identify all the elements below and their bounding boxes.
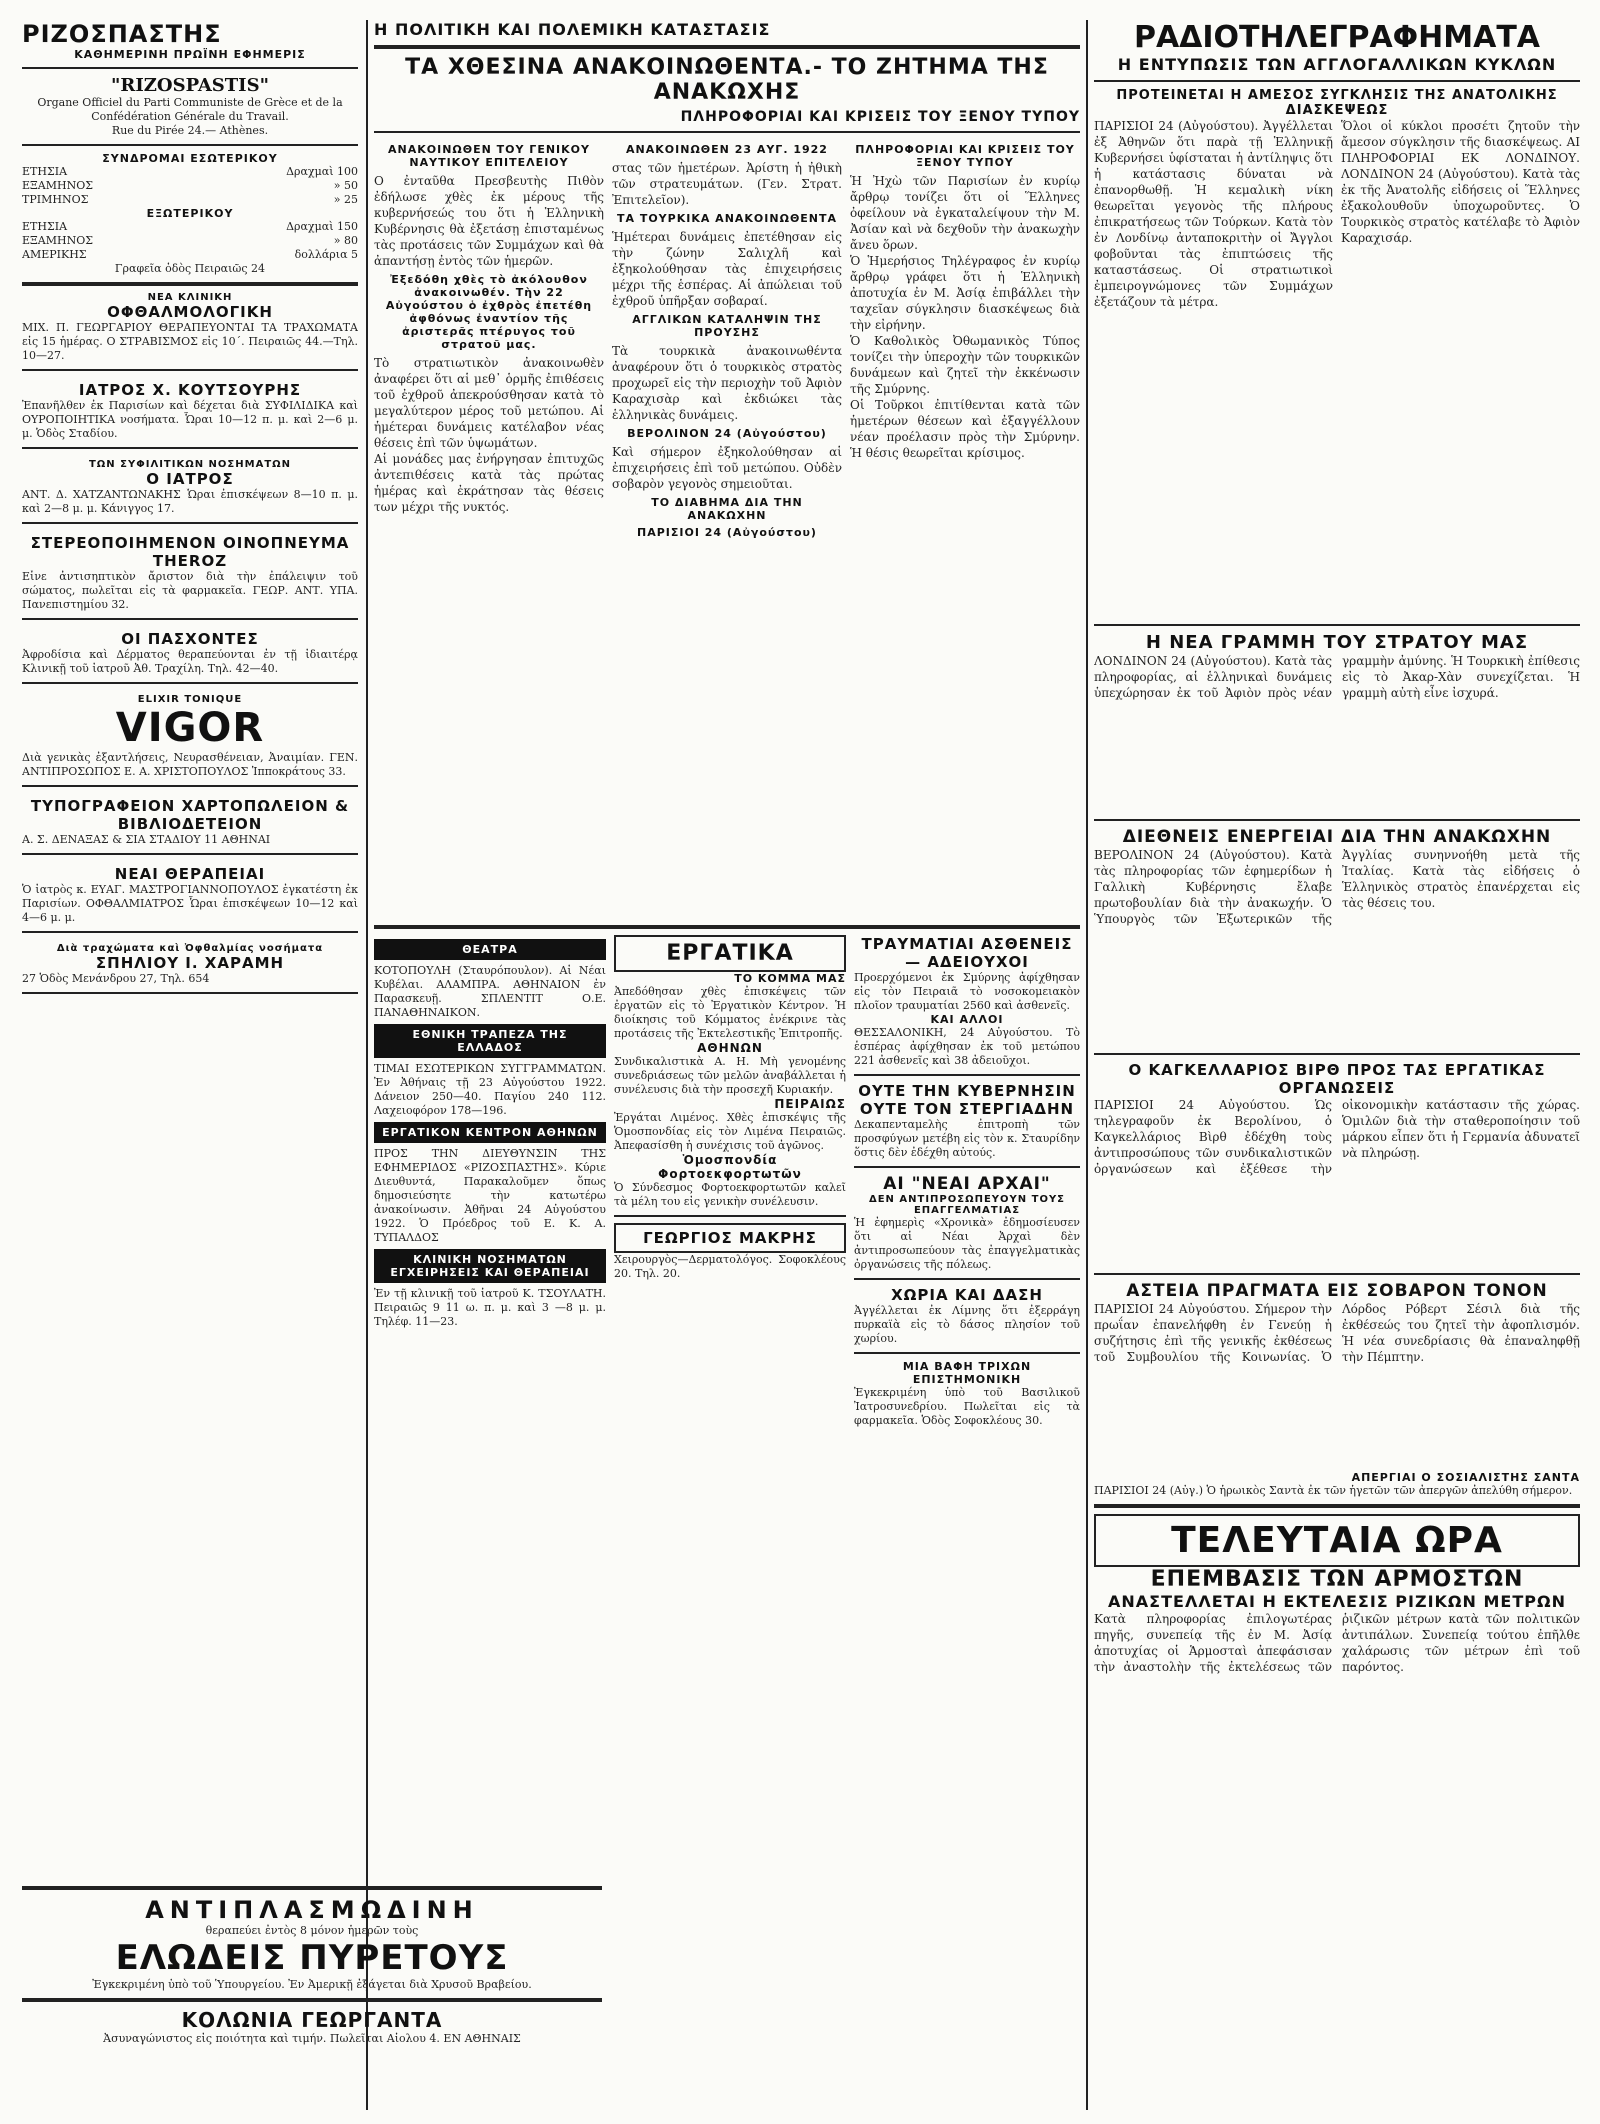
left-ad-text: Ἀφροδίσια καὶ Δέρματος θεραπεύονται ἐν τῇ ἰδιαιτέρᾳ Κλινικῇ τοῦ ἰατροῦ Ἀθ. Τραχίλη. Τηλ. 42—40. — [22, 648, 358, 675]
teleutaia-title: ΤΕΛΕΥΤΑΙΑ ΩΡΑ — [1094, 1514, 1580, 1567]
ergatika-title: ΕΡΓΑΤΙΚΑ — [614, 935, 846, 972]
article-text: Τὸ στρατιωτικὸν ἀνακοινωθὲν ἀναφέρει ὅτι αἱ μεθ᾽ ὁρμῆς ἐπιθέσεις τοῦ ἐχθροῦ ἀπεκρούσθησαν κατὰ τὸ μεγαλύτερον μέρος τοῦ μετώπου. Αἱ ἡμέτεραι δυνάμεις κατέλαβον νέας θέσεις ἐπὶ τῶν ὑψωμάτων. — [374, 356, 604, 450]
center-headline: ΤΑ ΧΘΕΣΙΝΑ ΑΝΑΚΟΙΝΩΘΕΝΤΑ.- ΤΟ ΖΗΤΗΜΑ ΤΗΣ ΑΝΑΚΩΧΗΣ — [405, 55, 1049, 105]
left-ad-pre: ΝΕΑ ΚΛΙΝΙΚΗ — [147, 292, 233, 303]
subscription-label: ΕΤΗΣΙΑ — [22, 220, 68, 233]
subscription-label: ΕΤΗΣΙΑ — [22, 165, 68, 178]
office-address: Γραφεῖα ὁδὸς Πειραιῶς 24 — [114, 262, 266, 275]
left-ad — [22, 292, 358, 377]
subscription-price: δολλάρια 5 — [294, 248, 358, 261]
center-lower-left — [374, 935, 606, 1655]
center-article-column — [612, 139, 842, 919]
left-ad-title: Ο ΙΑΤΡΟΣ — [146, 470, 234, 488]
subscription-label: ΑΜΕΡΙΚΗΣ — [22, 248, 87, 261]
radio-sub2: ΠΡΟΤΕΙΝΕΤΑΙ Η ΑΜΕΣΟΣ ΣΥΓΚΛΗΣΙΣ ΤΗΣ ΑΝΑΤΟΛΙΚΗΣ ΔΙΑΣΚΕΨΕΩΣ — [1116, 88, 1558, 118]
left-ad-rule — [22, 522, 358, 524]
left-ad-title: ΣΠΗΛΙΟΥ Ι. ΧΑΡΑΜΗ — [95, 954, 285, 972]
subscription-row — [22, 179, 358, 193]
left-ads — [22, 292, 358, 1000]
diethneis-text: ΒΕΡΟΛΙΝΟΝ 24 (Αὐγούστου). Κατὰ τὰς πληροφορίας τῶν ἐφημερίδων ἡ Γαλλικὴ Κυβέρνησις ἔλαβε πρωτοβουλίαν διὰ τὴν ἀνακωχήν. Ὁ Ὑπουργὸς τῶν Ἐξωτερικῶν τῆς Ἀγγλίας συνηννοήθη μετὰ τῆς Ἰταλίας. Κατὰ τὰς εἰδήσεις ὁ Ἑλληνικὸς στρατὸς ἐπανέρχεται εἰς τὰς θέσεις του. — [1094, 848, 1580, 926]
notice-head: ΕΡΓΑΤΙΚΟΝ ΚΕΝΤΡΟΝ ΑΘΗΝΩΝ — [374, 1122, 606, 1143]
article-text: στας τῶν ἡμετέρων. Ἀρίστη ἡ ἠθικὴ τῶν στρατευμάτων. (Γεν. Στρατ. Ἐπιτελεῖον). — [612, 161, 842, 207]
subscriptions-foreign-header: ΕΞΩΤΕΡΙΚΟΥ — [146, 207, 234, 220]
radio-title: ΡΑΔΙΟΤΗΛΕΓΡΑΦΗΜΑΤΑ — [1133, 20, 1541, 55]
xoria-text: Ἀγγέλλεται ἐκ Λίμνης ὅτι ἐξερράγη πυρκαϊὰ εἰς τὸ δάσος πλησίον τοῦ χωρίου. — [854, 1304, 1080, 1345]
makris-text: Χειρουργὸς—Δερματολόγος. Σοφοκλέους 20. Τηλ. 20. — [614, 1253, 846, 1280]
center-article-column — [374, 139, 604, 919]
masthead-name: ΡΙΖΟΣΠΑΣΤΗΣ — [22, 20, 222, 48]
subscriptions-header: ΣΥΝΔΡΟΜΑΙ ΕΣΩΤΕΡΙΚΟΥ — [102, 152, 278, 165]
article-head: ΑΝΑΚΟΙΝΩΘΕΝ 23 ΑΥΓ. 1922 — [626, 143, 828, 156]
left-ad-title: ΣΤΕΡΕΟΠΟΙΗΜΕΝΟΝ ΟΙΝΟΠΝΕΥΜΑ THEROZ — [30, 534, 350, 570]
article-text: Ὁ Ἡμερήσιος Τηλέγραφος ἐν κυρίῳ ἄρθρῳ γράφει ὅτι ἡ Ἑλληνικὴ ἀποτυχία ἐν Μ. Ἀσίᾳ ἐπιβάλλει τὴν ταχεῖαν σύγκλησιν διασκέψεως διὰ τὴν εἰρήνην. — [850, 254, 1080, 332]
left-ad-title: ΙΑΤΡΟΣ Χ. ΚΟΥΤΣΟΥΡΗΣ — [78, 381, 302, 399]
subscription-row — [22, 193, 358, 207]
left-ad-text: Α. Σ. ΔΕΝΑΞΑΣ & ΣΙΑ ΣΤΑΔΙΟΥ 11 ΑΘΗΝΑΙ — [22, 833, 271, 846]
article-text: Καὶ σήμερον ἐξηκολούθησαν αἱ ἐπιχειρήσεις ἐπὶ τοῦ μετώπου. Οὐδὲν σοβαρὸν γεγονὸς σημειοῦται. — [612, 445, 842, 491]
left-column — [22, 20, 358, 1004]
subscriptions-domestic — [22, 165, 358, 207]
teleutaia-text: Κατὰ πληροφορίας ἐπιλογωτέρας πηγῆς, συνεπείᾳ τῆς ἐν Μ. Ἀσίᾳ ἀποτυχίας οἱ Ἁρμοσταὶ ἀπεφάσισαν τὴν ἀναστολὴν τῆς ἐκτελέσεως τῶν ῥιζικῶν μέτρων κατὰ τῶν πολιτικῶν ἀντιπάλων. Συνεπείᾳ τούτου ἐπῆλθε χαλάρωσις τῶν μέτρων ἐπὶ τοῦ παρόντος. — [1094, 1612, 1580, 1674]
ergatika-sub: ΤΟ ΚΟΜΜΑ ΜΑΣ — [734, 972, 846, 985]
ergatika-text4: Ὁ Σύνδεσμος Φορτοεκφορτωτῶν καλεῖ τὰ μέλη του εἰς γενικὴν συνέλευσιν. — [614, 1181, 846, 1208]
left-ad-rule — [22, 853, 358, 855]
left-ad — [22, 381, 358, 455]
column-rule — [1086, 20, 1088, 2110]
subscription-price: » 80 — [333, 234, 358, 247]
apergia-text: ΠΑΡΙΣΙΟΙ 24 (Αὐγ.) Ὁ ἡρωικὸς Σαντὰ ἐκ τῶν ἡγετῶν τῶν ἀπεργῶν ἀπελύθη σήμερον. — [1094, 1484, 1573, 1497]
antipyretic-big: ΕΛΩΔΕΙΣ ΠΥΡΕΤΟΥΣ — [115, 1938, 509, 1978]
traumatiai-head2: ΚΑΙ ΑΛΛΟΙ — [930, 1013, 1004, 1026]
left-ad-text: Ὁ ἰατρὸς κ. ΕΥΑΓ. ΜΑΣΤΡΟΓΙΑΝΝΟΠΟΥΛΟΣ ἐγκατέστη ἐκ Παρισίων. ΟΦΘΑΛΜΙΑΤΡΟΣ Ὧραι ἐπισκέψεων 10—12 καὶ 4—6 μ. μ. — [22, 883, 358, 924]
subscription-label: ΤΡΙΜΗΝΟΣ — [22, 193, 89, 206]
radio-col-a: ΠΑΡΙΣΙΟΙ 24 (Αὐγούστου). Ἀγγέλλεται ἐξ Ἀθηνῶν ὅτι παρὰ τῇ Ἑλληνικῇ Κυβερνήσει ὑφίσταται ἡ ἀντίληψις ὅτι ἡ κατάστασις δύναται νὰ ἐπανορθωθῇ. Ἡ κεμαλικὴ νίκη θεωρεῖται γεγονὸς τῆς πλήρους ἐπικρατήσεως τῶν Τούρκων. Κατὰ τὸν ἐν Λονδίνῳ ἀνταποκριτὴν οἱ Ἄγγλοι φοβοῦνται τὰς ἐπιπτώσεις τῆς καταστάσεως. Οἱ στρατιωτικοὶ ἐμπειρογνώμονες τῶν Συμμάχων ἐξετάζουν τὰ μέτρα. — [1094, 119, 1333, 309]
apergia-title: ΑΠΕΡΓΙΑΙ Ο ΣΟΣΙΑΛΙΣΤΗΣ ΣΑΝΤΑ — [1351, 1471, 1580, 1484]
antipyretic-ad — [22, 1880, 602, 2046]
subscription-label: ΕΞΑΜΗΝΟΣ — [22, 179, 93, 192]
left-ad-rule — [22, 785, 358, 787]
subscription-price: » 50 — [333, 179, 358, 192]
article-head: ΑΝΑΚΟΙΝΩΘΕΝ ΤΟΥ ΓΕΝΙΚΟΥ ΝΑΥΤΙΚΟΥ ΕΠΙΤΕΛΕΙΟΥ — [388, 143, 590, 169]
traumatiai-text: Προερχόμενοι ἐκ Σμύρνης ἀφίχθησαν εἰς τὸν Πειραιᾶ τὸ νοσοκομειακὸν πλοῖον τραυματίαι 2560 καὶ ἀσθενεῖς. — [854, 971, 1080, 1012]
antipyretic-sub: θεραπεύει ἐντὸς 8 μόνον ἡμερῶν τοὺς — [205, 1924, 419, 1937]
oute-text: Δεκαπενταμελὴς ἐπιτροπὴ τῶν προσφύγων μετέβη εἰς τὸν κ. Σταυρίδην ὅστις δὲν ἐδέχθη αὐτούς. — [854, 1118, 1080, 1159]
left-ad-rule — [22, 618, 358, 620]
article-head: ΤΟ ΔΙΑΒΗΜΑ ΔΙΑ ΤΗΝ ΑΝΑΚΩΧΗΝ — [651, 496, 803, 522]
mia-vafi-title: ΜΙΑ ΒΑΦΗ ΤΡΙΧΩΝ ΕΠΙΣΤΗΜΟΝΙΚΗ — [902, 1360, 1032, 1386]
notice-text: ΠΡΟΣ ΤΗΝ ΔΙΕΥΘΥΝΣΙΝ ΤΗΣ ΕΦΗΜΕΡΙΔΟΣ «ΡΙΖΟΣΠΑΣΤΗΣ». Κύριε Διευθυντά, Παρακαλοῦμεν ὅπως δημοσιεύσητε τὴν κατωτέρω ἀνακοίνωσιν. Ἀθῆναι 24 Αὐγούστου 1922. Ὁ Πρόεδρος τοῦ Ε. Κ. Α. ΤΥΠΑΛΔΟΣ — [374, 1147, 606, 1244]
ergatika-head2: ΑΘΗΝΩΝ — [697, 1041, 763, 1055]
left-ad — [22, 459, 358, 530]
xoria-title: ΧΩΡΙΑ ΚΑΙ ΔΑΣΗ — [891, 1286, 1043, 1304]
center-header: Η ΠΟΛΙΤΙΚΗ ΚΑΙ ΠΟΛΕΜΙΚΗ ΚΑΤΑΣΤΑΣΙΣ — [374, 20, 771, 39]
subscription-price: » 25 — [333, 193, 358, 206]
ergatika-text2: Συνδικαλιστικὰ Α. Η. Μὴ γενομένης συνεδριάσεως τῶν μελῶν ἀναβάλλεται ἡ συνέλευσις διὰ τὴν προσεχῆ Κυριακήν. — [614, 1055, 846, 1096]
left-ad-title: ΟΙ ΠΑΣΧΟΝΤΕΣ — [121, 630, 259, 648]
article-text: Ἡμέτεραι δυνάμεις ἐπετέθησαν εἰς τὴν ζώνην Σαλιχλῆ καὶ ἐξηκολούθησαν τὰς ἐπιχειρήσεις μέχρι τῆς ἑσπέρας. Αἱ ἀπώλειαι τοῦ ἐχθροῦ ὑπῆρξαν σοβαραί. — [612, 230, 842, 308]
notice-head: ΕΘΝΙΚΗ ΤΡΑΠΕΖΑ ΤΗΣ ΕΛΛΑΔΟΣ — [374, 1024, 606, 1058]
ergatika-text: Ἀπεδόθησαν χθὲς ἐπισκέψεις τῶν ἐργατῶν εἰς τὸ Ἐργατικὸν Κέντρον. Ἡ διοίκησις τοῦ Κόμματος ἐνέκρινε τὰς προτάσεις τῆς Ἐκτελεστικῆς Ἐπιτροπῆς. — [614, 985, 846, 1040]
gramma-text: ΛΟΝΔΙΝΟΝ 24 (Αὐγούστου). Κατὰ τὰς πληροφορίας, αἱ ἑλληνικαὶ δυνάμεις ὑπεχώρησαν ἐκ τοῦ Ἀφιὸν πρὸς νέαν γραμμὴν ἀμύνης. Ἡ Τουρκικὴ ἐπίθεσις εἰς τὸ Ἀκαρ-Χὰν συνεχίζεται. Ἡ γραμμὴ αὐτὴ εἶνε ἰσχυρά. — [1094, 654, 1580, 700]
subscription-row — [22, 220, 358, 234]
article-text: Ὁ Καθολικὸς Ὀθωμανικὸς Τύπος τονίζει τὴν ὑπεροχὴν τῶν τουρκικῶν δυνάμεων καὶ ζητεῖ τὴν ἐκκένωσιν τῆς Σμύρνης. — [850, 334, 1080, 396]
neai-arhai-text: Ἡ ἐφημερὶς «Χρονικὰ» ἐδημοσίευσεν ὅτι αἱ Νέαι Ἀρχαὶ δὲν ἀντιπροσωπεύουν τὰς ἐπαγγελματικὰς ὀργανώσεις τῆς πόλεως. — [854, 1216, 1080, 1271]
subscriptions-foreign — [22, 220, 358, 262]
subscription-label: ΕΞΑΜΗΝΟΣ — [22, 234, 93, 247]
left-ad-text: Εἶνε ἀντισηπτικὸν ἄριστον διὰ τὴν ἐπάλειψιν τοῦ σώματος, πωλεῖται εἰς τὰ φαρμακεῖα. ΓΕΩΡ. ΑΝΤ. ΥΠΑ. Πανεπιστημίου 32. — [22, 570, 358, 611]
masthead-address: Rue du Pirée 24.— Athènes. — [111, 124, 269, 137]
left-ad-text: ΜΙΧ. Π. ΓΕΩΡΓΑΡΙΟΥ ΘΕΡΑΠΕΥΟΝΤΑΙ ΤΑ ΤΡΑΧΩΜΑΤΑ εἰς 15 ἡμέρας. Ο ΣΤΡΑΒΙΣΜΟΣ εἰς 10΄. Πειραιῶς 44.—Τηλ. 10—27. — [22, 321, 358, 362]
left-ad-rule — [22, 931, 358, 933]
left-ad-pre: ΤΩΝ ΣΥΦΙΛΙΤΙΚΩΝ ΝΟΣΗΜΑΤΩΝ — [88, 459, 292, 470]
teleutaia-sub2: ΑΝΑΣΤΕΛΛΕΤΑΙ Η ΕΚΤΕΛΕΣΙΣ ΡΙΖΙΚΩΝ ΜΕΤΡΩΝ — [1108, 1592, 1566, 1611]
notice-head: ΘΕΑΤΡΑ — [374, 939, 606, 960]
traumatiai-text2: ΘΕΣΣΑΛΟΝΙΚΗ, 24 Αὐγούστου. Τὸ ἑσπέρας ἀφίχθησαν ἐκ τοῦ μετώπου 221 ἀσθενεῖς καὶ 38 ἀδειοῦχοι. — [854, 1026, 1080, 1067]
kolonia-text: Ἀσυναγώνιστος εἰς ποιότητα καὶ τιμήν. Πωλεῖται Αἰολου 4. ΕΝ ΑΘΗΝΑΙΣ — [103, 2032, 521, 2045]
article-text: Ο ἐνταῦθα Πρεσβευτὴς Πιθὸν ἐδήλωσε χθὲς ἐκ μέρους τῆς κυβερνήσεώς του ὅτι ἡ Ἑλληνικὴ Κυβέρνησις θὰ ἐξετάσῃ ἐπισταμένως τὰς προτάσεις τῶν Συμμάχων καὶ θὰ ἀπαντήσῃ ἐντὸς τῶν ἡμερῶν. — [374, 174, 604, 268]
radio-sub: Η ΕΝΤΥΠΩΣΙΣ ΤΩΝ ΑΓΓΛΟΓΑΛΛΙΚΩΝ ΚΥΚΛΩΝ — [1117, 55, 1557, 74]
makris-title: ΓΕΩΡΓΙΟΣ ΜΑΚΡΗΣ — [614, 1223, 846, 1253]
kolonia-title: ΚΟΛΩΝΙΑ ΓΕΩΡΓΑΝΤΑ — [181, 2008, 443, 2032]
traumatiai-column — [854, 935, 1080, 1655]
left-ad — [22, 534, 358, 626]
antipyretic-title: ΑΝΤΙΠΛΑΣΜΩΔΙΝΗ — [145, 1896, 479, 1924]
notice-head: ΚΛΙΝΙΚΗ ΝΟΣΗΜΑΤΩΝ ΕΓΧΕΙΡΗΣΕΙΣ ΚΑΙ ΘΕΡΑΠΕΙΑΙ — [374, 1249, 606, 1283]
left-ad-text: Διὰ γενικὰς ἐξαντλήσεις, Νευρασθένειαν, Ἀναιμίαν. ΓΕΝ. ΑΝΤΙΠΡΟΣΩΠΟΣ Ε. Α. ΧΡΙΣΤΟΠΟΥΛΟΣ Ἱπποκράτους 33. — [22, 751, 358, 778]
center-article-columns — [374, 139, 1080, 919]
teleutaia-sub1: ΕΠΕΜΒΑΣΙΣ ΤΩΝ ΑΡΜΟΣΤΩΝ — [1150, 1567, 1524, 1592]
radio-columns — [1094, 118, 1580, 618]
ergatika-head3: ΠΕΙΡΑΙΩΣ — [774, 1097, 846, 1111]
asteia-title: ΑΣΤΕΙΑ ΠΡΑΓΜΑΤΑ ΕΙΣ ΣΟΒΑΡΟΝ ΤΟΝΟΝ — [1126, 1281, 1548, 1301]
gramma-title: Η ΝΕΑ ΓΡΑΜΜΗ ΤΟΥ ΣΤΡΑΤΟΥ ΜΑΣ — [1145, 632, 1529, 653]
center-subhead: ΠΛΗΡΟΦΟΡΙΑΙ ΚΑΙ ΚΡΙΣΕΙΣ ΤΟΥ ΞΕΝΟΥ ΤΥΠΟΥ — [680, 109, 1080, 125]
subscription-price: Δραχμαὶ 100 — [286, 165, 358, 178]
article-head: ΠΑΡΙΣΙΟΙ 24 (Αὐγούστου) — [637, 526, 817, 539]
left-ad-title: VIGOR — [115, 705, 265, 751]
kagkel-title: Ο ΚΑΓΚΕΛΛΑΡΙΟΣ ΒΙΡΘ ΠΡΟΣ ΤΑΣ ΕΡΓΑΤΙΚΑΣ ΟΡΓΑΝΩΣΕΙΣ — [1128, 1061, 1546, 1097]
article-head: ΑΓΓΛΙΚΩΝ ΚΑΤΑΛΗΨΙΝ ΤΗΣ ΠΡΟΥΣΗΣ — [632, 313, 822, 339]
article-text: Οἱ Τοῦρκοι ἐπιτίθενται κατὰ τῶν ἡμετέρων θέσεων καὶ ἐξαγγέλλουν νέαν προέλασιν πρὸς τὴν Σμύρνην. Ἡ θέσις θεωρεῖται κρίσιμος. — [850, 398, 1080, 460]
left-ad — [22, 797, 358, 861]
left-ad-rule — [22, 992, 358, 994]
notice-text: ΚΟΤΟΠΟΥΛΗ (Σταυρόπουλον). Αἱ Νέαι Κυβέλαι. ΑΛΑΜΠΡΑ. ΑΘΗΝΑΙΟΝ ἐν Παρασκευῇ. ΣΠΛΕΝΤΙΤ Ο.Ε. ΠΑΝΑΘΗΝΑΙΚΟΝ. — [374, 964, 606, 1019]
right-column — [1094, 20, 1580, 1731]
ergatika-column — [614, 935, 846, 1655]
article-head: ΒΕΡΟΛΙΝΟΝ 24 (Αὐγούστου) — [627, 427, 827, 440]
ergatika-head4: Ὁμοσπονδία Φορτοεκφορτωτῶν — [658, 1153, 802, 1181]
masthead-organ: Organe Officiel du Parti Communiste de Grèce et de la Confédération Générale du Travail. — [37, 96, 343, 123]
left-ad-text: 27 Ὁδὸς Μενάνδρου 27, Τηλ. 654 — [22, 972, 210, 985]
left-ad-rule — [22, 447, 358, 449]
left-ad-title: ΤΥΠΟΓΡΑΦΕΙΟΝ ΧΑΡΤΟΠΩΛΕΙΟΝ & ΒΙΒΛΙΟΔΕΤΕΙΟΝ — [30, 797, 350, 833]
article-text: Ἡ Ἠχὼ τῶν Παρισίων ἐν κυρίῳ ἄρθρῳ τονίζει ὅτι οἱ Ἕλληνες ὀφείλουν νὰ ἐγκαταλείψουν τὴν Μ. Ἀσίαν καὶ νὰ δεχθοῦν τὴν ἀνακωχὴν ἄνευ ὅρων. — [850, 174, 1080, 252]
neai-arhai-title: ΑΙ "ΝΕΑΙ ΑΡΧΑΙ" — [883, 1174, 1051, 1194]
left-ad-pre: Διὰ τραχώματα καὶ Ὀφθαλμίας νοσήματα — [56, 943, 324, 954]
masthead-subtitle: ΚΑΘΗΜΕΡΙΝΗ ΠΡΩΪΝΗ ΕΦΗΜΕΡΙΣ — [74, 48, 306, 61]
asteia-text: ΠΑΡΙΣΙΟΙ 24 Αὐγούστου. Σήμερον τὴν πρωΐαν ἐπανελήφθη ἐν Γενεύῃ ἡ συζήτησις ἐπὶ τῆς γενικῆς ἐκθέσεως τοῦ Συμβουλίου τῆς Κοινωνίας. Ὁ Λόρδος Ρόβερτ Σέσιλ διὰ τῆς ἐκθέσεώς του ζητεῖ τὴν ἀφοπλισμόν. Ἡ νέα συνεδρίασις θὰ ἐπαναληφθῇ τὴν Πέμπτην. — [1094, 1302, 1580, 1364]
notice-text: Ἐν τῇ κλινικῇ τοῦ ἰατροῦ Κ. ΤΣΟΥΛΑΤΗ. Πειραιῶς 9 11 ω. π. μ. καὶ 3 —8 μ. μ. Τηλέφ. 11—23. — [374, 1287, 606, 1328]
article-head: Ἐξεδόθη χθὲς τὸ ἀκόλουθον ἀνακοινωθέν. Τὴν 22 Αὐγούστου ὁ ἐχθρὸς ἐπετέθη ἀφθόνως ἐναντίον τῆς ἀριστερᾶς πτέρυγος τοῦ στρατοῦ μας. — [385, 273, 593, 351]
left-ad — [22, 694, 358, 793]
radio-col-b: Ὅλοι οἱ κύκλοι προσέτι ζητοῦν τὴν ἄμεσον σύγκλησιν τῆς διασκέψεως. ΑΙ ΠΛΗΡΟΦΟΡΙΑΙ ΕΚ ΛΟΝΔΙΝΟΥ. ΛΟΝΔΙΝΟΝ 24 (Αὐγούστου). Κατὰ τὰς ἐκ τῆς Ἀνατολῆς εἰδήσεις οἱ Ἕλληνες ἐξακολουθοῦν ὑποχωροῦντες. Ὁ Τουρκικὸς στρατὸς κατέλαβε τὸ Ἀφιὸν Καραχισάρ. — [1341, 119, 1580, 245]
article-text: Αἱ μονάδες μας ἐνήργησαν ἐπιτυχῶς ἀντεπιθέσεις κατὰ τὰς πρώτας ἡμέρας καὶ ἐκράτησαν τὰς θέσεις των μέχρι τῆς νυκτός. — [374, 452, 604, 514]
oute-title: ΟΥΤΕ ΤΗΝ ΚΥΒΕΡΝΗΣΙΝ ΟΥΤΕ ΤΟΝ ΣΤΕΡΓΙΑΔΗΝ — [858, 1082, 1076, 1118]
center-lower — [374, 935, 1080, 1655]
left-ad — [22, 865, 358, 939]
left-ad-title: ΝΕΑΙ ΘΕΡΑΠΕΙΑΙ — [114, 865, 266, 883]
diethneis-title: ΔΙΕΘΝΕΙΣ ΕΝΕΡΓΕΙΑΙ ΔΙΑ ΤΗΝ ΑΝΑΚΩΧΗΝ — [1122, 827, 1552, 847]
antipyretic-text: Ἐγκεκριμένη ὑπὸ τοῦ Ὑπουργείου. Ἐν Ἀμερικῇ ἐξάγεται διὰ Χρυσοῦ Βραβείου. — [92, 1978, 532, 1991]
article-text: Τὰ τουρκικὰ ἀνακοινωθέντα ἀναφέρουν ὅτι ὁ τουρκικὸς στρατὸς προχωρεῖ εἰς τὴν περιοχὴν τοῦ Ἀφιὸν Καραχισὰρ καὶ ἐκδιώκει τὰς ἑλληνικὰς δυνάμεις. — [612, 344, 842, 422]
left-ad-text: ΑΝΤ. Δ. ΧΑΤΖΑΝΤΩΝΑΚΗΣ Ὧραι ἐπισκέψεων 8—10 π. μ. καὶ 2—8 μ. μ. Κάνιγγος 17. — [22, 488, 358, 515]
left-ad-pre: ELIXIR TONIQUE — [137, 694, 243, 705]
masthead-latin: "RIZOSPASTIS" — [111, 75, 269, 96]
neai-arhai-sub: ΔΕΝ ΑΝΤΙΠΡΟΣΩΠΕΥΟΥΝ ΤΟΥΣ ΕΠΑΓΓΕΛΜΑΤΙΑΣ — [868, 1194, 1066, 1216]
left-ad-text: Ἐπανῆλθεν ἐκ Παρισίων καὶ δέχεται διὰ ΣΥΦΙΛΙΔΙΚΑ καὶ ΟΥΡΟΠΟΙΗΤΙΚΑ νοσήματα. Ὧραι 10—12 π. μ. καὶ 2—6 μ. μ. Ὁδὸς Σταδίου. — [22, 399, 358, 440]
kagkel-text: ΠΑΡΙΣΙΟΙ 24 Αὐγούστου. Ὡς τηλεγραφοῦν ἐκ Βερολίνου, ὁ Καγκελλάριος Βὶρθ ἐδέχθη τοὺς ἀντιπροσώπους τῶν συνδικαλιστικῶν ὀργανώσεων καὶ ἐξέθεσε τὴν οἰκονομικὴν κατάστασιν τῆς χώρας. Ὁμιλῶν διὰ τὴν σταθεροποίησιν τοῦ μάρκου εἶπεν ὅτι ἡ Γερμανία ἀδυνατεῖ νὰ πληρώσῃ. — [1094, 1098, 1580, 1176]
notice-text: ΤΙΜΑΙ ΕΣΩΤΕΡΙΚΩΝ ΣΥΓΓΡΑΜΜΑΤΩΝ. Ἐν Ἀθήναις τῇ 23 Αὐγούστου 1922. Δάνειον 250—40. Παγίου 240 112. Λαχειοφόρον 178—196. — [374, 1062, 606, 1117]
subscription-price: Δραχμαὶ 150 — [286, 220, 358, 233]
left-ad — [22, 943, 358, 1000]
mia-vafi-text: Ἐγκεκριμένη ὑπὸ τοῦ Βασιλικοῦ Ἰατροσυνεδρίου. Πωλεῖται εἰς τὰ φαρμακεῖα. Ὁδὸς Σοφοκλέους 30. — [854, 1386, 1080, 1427]
center-article-column — [850, 139, 1080, 919]
traumatiai-title: ΤΡΑΥΜΑΤΙΑΙ ΑΣΘΕΝΕΙΣ — ΑΔΕΙΟΥΧΟΙ — [861, 935, 1073, 971]
left-ad-rule — [22, 682, 358, 684]
left-ad — [22, 630, 358, 690]
column-rule — [366, 20, 368, 2110]
left-ad-rule — [22, 369, 358, 371]
subscription-row — [22, 234, 358, 248]
subscription-row — [22, 248, 358, 262]
article-head: ΤΑ ΤΟΥΡΚΙΚΑ ΑΝΑΚΟΙΝΩΘΕΝΤΑ — [616, 212, 838, 225]
left-ad-title: ΟΦΘΑΛΜΟΛΟΓΙΚΗ — [107, 303, 273, 321]
ergatika-text3: Ἐργάται Λιμένος. Χθὲς ἐπισκέψις τῆς Ὁμοσπονδίας εἰς τὸν Λιμένα Πειραιῶς. Ἀπεφασίσθη ἡ συνέχισις τοῦ ἀγῶνος. — [614, 1111, 846, 1152]
article-head: ΠΛΗΡΟΦΟΡΙΑΙ ΚΑΙ ΚΡΙΣΕΙΣ ΤΟΥ ΞΕΝΟΥ ΤΥΠΟΥ — [855, 143, 1075, 169]
center-column — [374, 20, 1080, 1655]
subscription-row — [22, 165, 358, 179]
